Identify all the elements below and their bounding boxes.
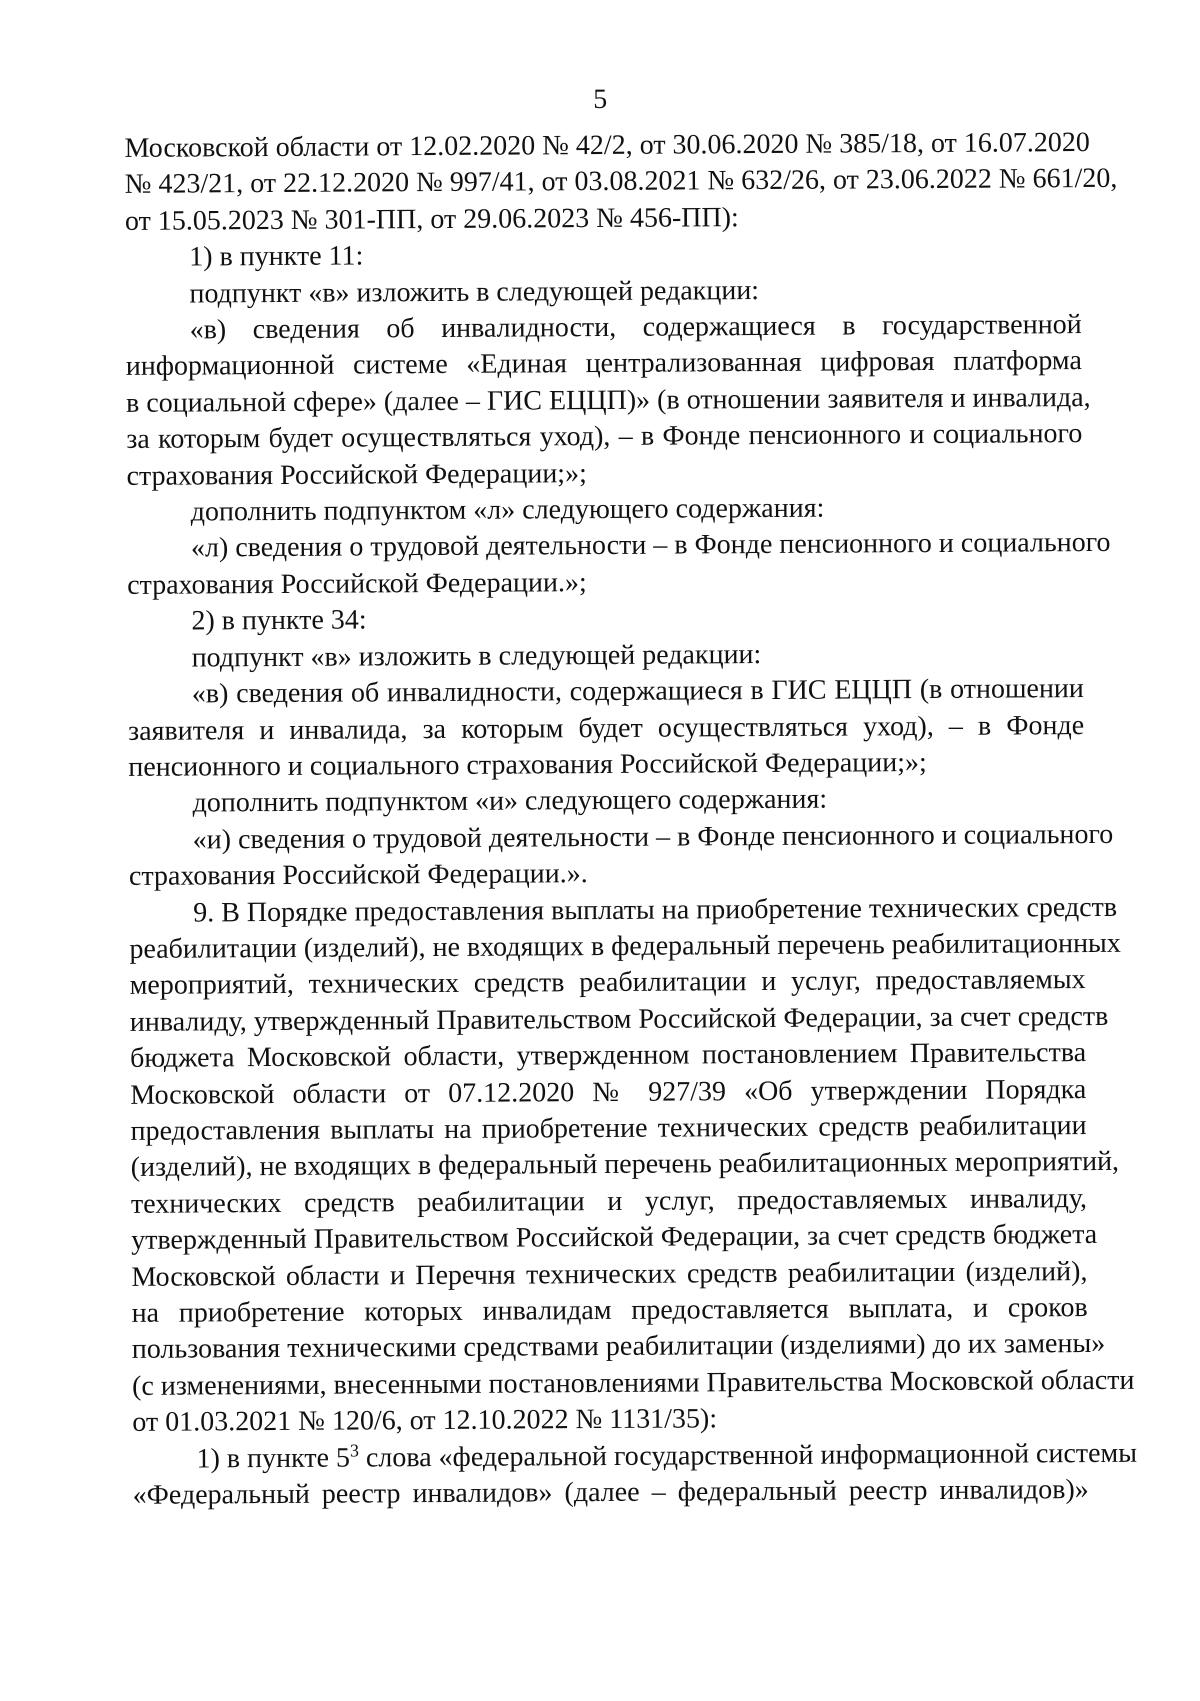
paragraph-item-9 [129, 890, 1135, 1442]
text-line: 9. В Порядке предоставления выплаты на приобретение технических средств [193, 891, 1118, 929]
text-line: «и) сведения о трудовой деятельности – в Фонде пенсионного и социального [192, 818, 1114, 856]
text-line: реабилитации (изделий), не входящих в федеральный перечень реабилитационных [129, 927, 1121, 965]
paragraph-subitem-v-text-2 [128, 671, 1085, 786]
text-line: мероприятий, технических средств реабилитации и услуг, предоставляемых [129, 964, 1086, 1002]
paragraph-item-34: 2) в пункте 34: [191, 604, 367, 637]
document-body [124, 125, 1138, 1514]
paragraph-subitem-v-edit-2: подпункт «в» изложить в следующей редакции: [191, 638, 762, 674]
text-line: Московской области и Перечня технических средств реабилитации (изделий), [131, 1255, 1088, 1293]
text-line: «в) сведения об инвалидности, содержащиеся в ГИС ЕЦЦП (в отношении [191, 673, 1084, 710]
paragraph-subitem-i-text [128, 817, 1114, 896]
text-line: в социальной сфере» (далее – ГИС ЕЦЦП)» (в отношении заявителя и инвалида, [125, 381, 1091, 419]
page-number: 5 [593, 83, 608, 116]
text-fragment: слова «федеральной государственной информационной системы [358, 1437, 1138, 1474]
text-line: «л) сведения о трудовой деятельности – в Фонде пенсионного и социального [190, 527, 1111, 564]
text-line: страхования Российской Федерации;»; [126, 457, 587, 492]
text-line: Московской области от 07.12.2020 № 927/39 «Об утверждении Порядка [130, 1073, 1087, 1111]
text-line: (изделий), не входящих в федеральный перечень реабилитационных мероприятий, [130, 1146, 1120, 1184]
text-line: «в) сведения об инвалидности, содержащиеся в государственной [189, 309, 1082, 346]
text-line: за которым будет осуществляться уход), – в Фонде пенсионного и социального [126, 418, 1083, 456]
paragraph-add-subitem-l: дополнить подпунктом «л» следующего содержания: [190, 492, 825, 528]
paragraph-item-1-point-5-3 [132, 1436, 1138, 1515]
text-line: инвалиду, утвержденный Правительством Российской Федерации, за счет средств [129, 1000, 1109, 1038]
text-line: на приобретение которых инвалидам предоставляется выплата, и сроков [131, 1292, 1088, 1329]
text-line: заявителя и инвалида, за которым будет осуществляться уход), – в Фонде [127, 709, 1085, 747]
text-line: страхования Российской Федерации.». [128, 858, 588, 893]
paragraph-add-subitem-i: дополнить подпунктом «и» следующего содержания: [192, 783, 828, 819]
text-line: утвержденный Правительством Российской Федерации, за счет средств бюджета [131, 1219, 1098, 1257]
text-line: от 01.03.2021 № 120/6, от 12.10.2022 № 1131/35): [132, 1403, 718, 1439]
text-line: страхования Российской Федерации.»; [127, 566, 587, 601]
text-line: предоставления выплаты на приобретение технических средств реабилитации [130, 1110, 1087, 1147]
text-line: пользования техническими средствами реабилитации (изделиями) до их замены» [131, 1328, 1106, 1366]
paragraph-subitem-v-edit: подпункт «в» изложить в следующей редакции: [189, 274, 760, 310]
text-line: технических средств реабилитации и услуг, предоставляемых инвалиду, [130, 1182, 1088, 1220]
paragraph-item-11: 1) в пункте 11: [189, 240, 364, 273]
text-line: «Федеральный реестр инвалидов» (далее – федеральный реестр инвалидов)» [132, 1474, 1089, 1511]
paragraph-subitem-v-text [125, 307, 1091, 495]
text-line: бюджета Московской области, утвержденном постановлением Правительства [129, 1037, 1087, 1075]
text-line [132, 1436, 1138, 1478]
text-line: Московской области от 12.02.2020 № 42/2, от 30.06.2020 № 385/18, от 16.07.2020 [124, 127, 1090, 164]
paragraph-decree-list [124, 125, 1118, 240]
superscript: 3 [349, 1440, 359, 1461]
text-line: пенсионного и социального страхования Российской Федерации;»; [128, 746, 927, 783]
text-line: информационной системе «Единая централизованная цифровая платформа [125, 345, 1082, 383]
text-line: (с изменениями, внесенными постановлениями Правительства Московской области [131, 1364, 1135, 1402]
paragraph-subitem-l-text [127, 526, 1111, 605]
text-fragment: 1) в пункте 5 [196, 1442, 351, 1475]
text-line: от 15.05.2023 № 301-ПП, от 29.06.2023 № 456-ПП): [124, 201, 739, 237]
text-line: № 423/21, от 22.12.2020 № 997/41, от 03.08.2021 № 632/26, от 23.06.2022 № 661/20, [124, 163, 1118, 201]
